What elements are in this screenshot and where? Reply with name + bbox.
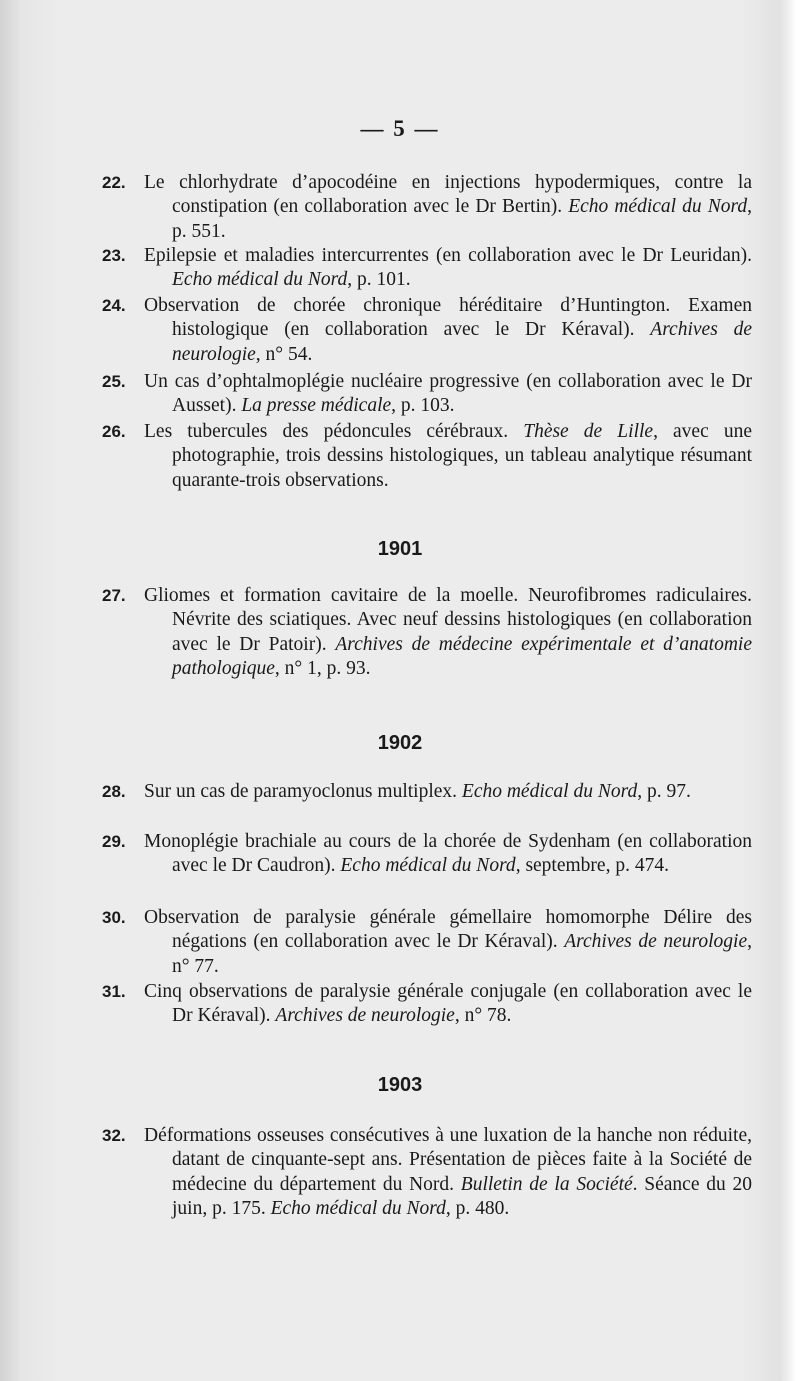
entry-text <box>102 780 752 804</box>
entry-text-run: , septembre, p. 474. <box>515 855 669 877</box>
entry-text <box>102 294 752 367</box>
journal-title: Echo médical du Nord <box>568 196 748 218</box>
entry-text <box>102 244 752 293</box>
entry-number: 30. <box>102 908 126 927</box>
entry-text-run: Monoplégie brachiale au cours de la chorée de Sydenham (en collaboration avec le Dr Caudron). <box>144 831 752 877</box>
entry-text <box>102 1124 752 1222</box>
journal-title: Bulletin de la Société <box>460 1173 633 1195</box>
entry-number: 26. <box>102 422 126 441</box>
year-heading: 1903 <box>377 1074 423 1096</box>
entry-number: 24. <box>102 296 126 315</box>
entry-text-run: , n° 54. <box>255 343 313 365</box>
entry-number: 28. <box>102 782 126 801</box>
bibliography-entry <box>102 370 752 419</box>
entry-text-run: Epilepsie et maladies intercurrentes (en collaboration avec le Dr Leuridan). <box>144 245 752 266</box>
entry-text-run: Observation de paralysie générale gémellaire homomorphe Délire des négations (en collaboration avec le Dr Kéraval). <box>144 907 752 953</box>
journal-title: Echo médical du Nord <box>461 781 638 802</box>
journal-title: Archives de neurologie <box>172 319 752 365</box>
page-number: — 5 — <box>360 116 440 141</box>
entry-number: 25. <box>102 372 126 391</box>
entry-number: 32. <box>102 1126 126 1145</box>
bibliography-entry <box>102 980 752 1029</box>
entry-text-run: , n° 1, p. 93. <box>274 658 371 680</box>
entry-text-run: , n° 78. <box>454 1005 512 1027</box>
entry-text-run: Gliomes et formation cavitaire de la moelle. Neurofibromes radiculaires. Névrite des sciatiques. Avec neuf dessins histologiques (en collaboration avec le Dr Patoir). <box>144 585 752 655</box>
bibliography-entry <box>102 244 752 293</box>
entry-text-run: , p. 103. <box>391 395 455 417</box>
year-heading: 1902 <box>377 732 423 754</box>
entry-text <box>102 420 752 493</box>
entry-text-run: , p. 97. <box>637 781 691 802</box>
entry-text-run: Un cas d’ophtalmoplégie nucléaire progressive (en collaboration avec le Dr Ausset). <box>144 371 752 417</box>
entry-text-run: . Séance du 20 juin, p. 175. <box>172 1173 752 1220</box>
entry-text <box>102 171 752 244</box>
entry-number: 29. <box>102 832 126 851</box>
entry-number: 23. <box>102 246 126 265</box>
entry-text-run: , n° 77. <box>172 931 752 977</box>
entry-text <box>102 980 752 1029</box>
entry-text-run: , avec une photographie, trois dessins histologiques, un tableau analytique résumant quarante-trois observations. <box>172 421 752 491</box>
bibliography-entry <box>102 171 752 244</box>
entry-text <box>102 830 752 879</box>
entry-text-run: , p. 480. <box>445 1198 510 1220</box>
entry-number: 27. <box>102 586 126 605</box>
bibliography-entry <box>102 584 752 682</box>
entry-text-run: Cinq observations de paralysie générale conjugale (en collaboration avec le Dr Kéraval). <box>144 981 752 1027</box>
bibliography-entry <box>102 830 752 879</box>
journal-title: Echo médical du Nord <box>172 269 348 291</box>
journal-title: Thèse de Lille <box>523 421 654 442</box>
journal-title: Archives de neurologie <box>275 1005 455 1027</box>
entry-text-run: , p. 101. <box>347 269 411 291</box>
bibliography-entry <box>102 1124 752 1222</box>
bibliography-entry <box>102 906 752 979</box>
entry-text <box>102 906 752 979</box>
bibliography-entry <box>102 780 752 804</box>
entry-text-run: Sur un cas de paramyoclonus multiplex. <box>144 781 462 802</box>
entry-number: 22. <box>102 173 126 192</box>
entry-text-run: , p. 551. <box>172 196 752 242</box>
entry-text <box>102 584 752 682</box>
journal-title: Archives de médecine expérimentale et d’anatomie pathologique <box>172 633 752 680</box>
journal-title: Echo médical du Nord <box>270 1198 446 1220</box>
entry-text-run: Observation de chorée chronique héréditaire d’Huntington. Examen histologique (en collaboration avec le Dr Kéraval). <box>144 295 752 341</box>
entry-text-run: Le chlorhydrate d’apocodéine en injections hypodermiques, contre la constipation (en collaboration avec le Dr Bertin). <box>144 172 752 218</box>
journal-title: Echo médical du Nord <box>340 855 516 877</box>
entry-number: 31. <box>102 982 126 1001</box>
entry-text-run: Déformations osseuses consécutives à une luxation de la hanche non réduite, datant de cinquante-sept ans. Présentation de pièces faite à la Société de médecine du département du Nord. <box>144 1125 752 1195</box>
bibliography-entry <box>102 420 752 493</box>
bibliography-entry <box>102 294 752 367</box>
entry-text <box>102 370 752 419</box>
year-heading: 1901 <box>377 538 423 560</box>
journal-title: La presse médicale <box>241 395 392 417</box>
journal-title: Archives de neurologie <box>564 931 748 953</box>
entry-text-run: Les tubercules des pédoncules cérébraux. <box>144 421 524 442</box>
